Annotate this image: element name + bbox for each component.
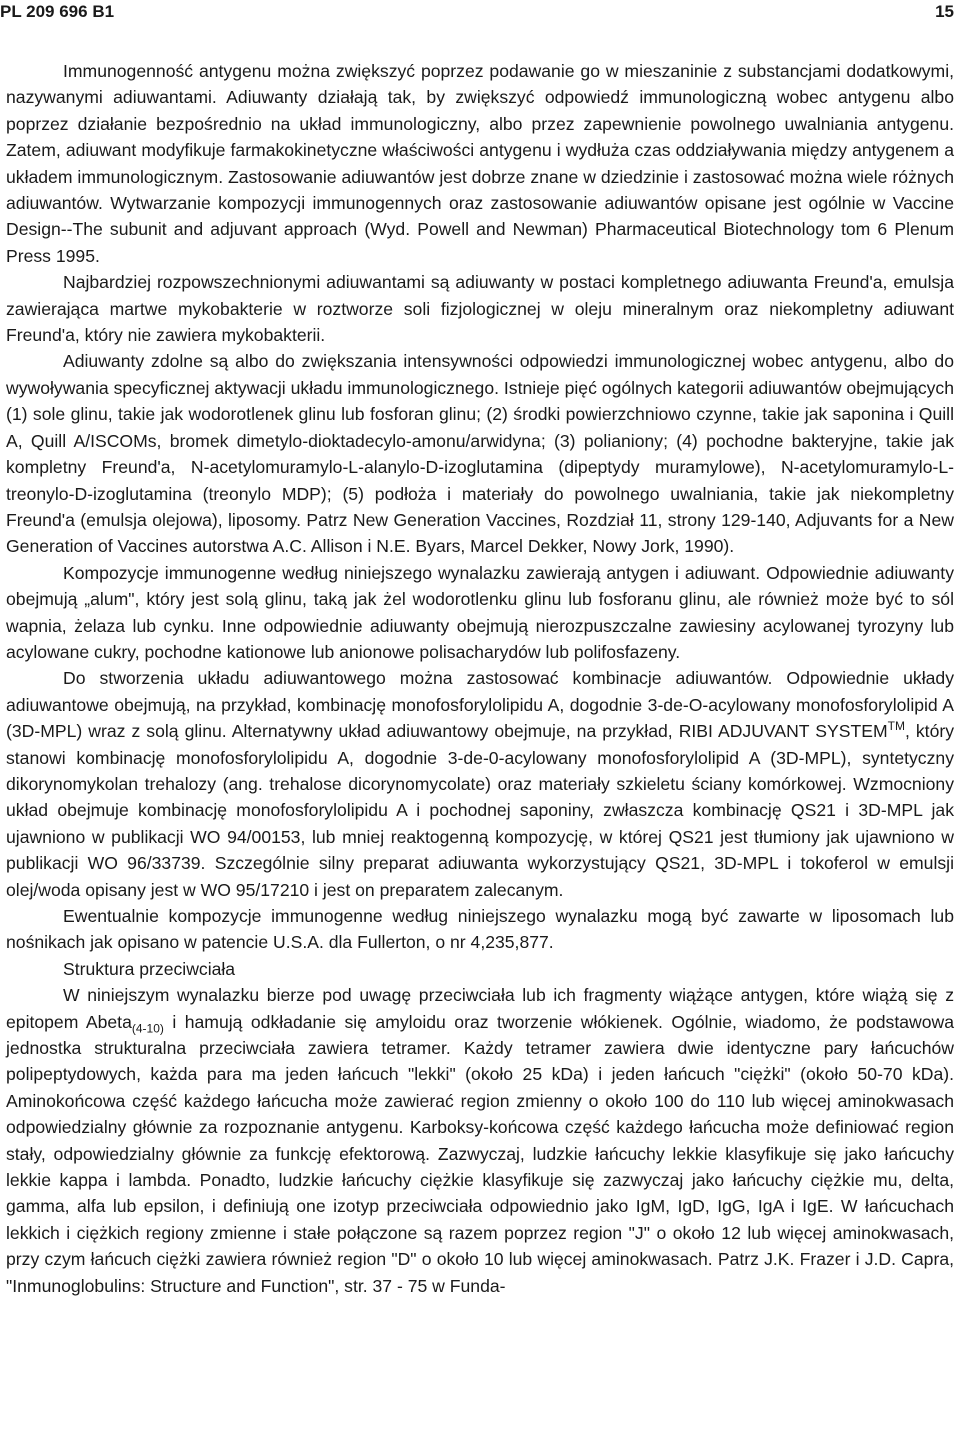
paragraph-antibody-structure <box>6 982 954 1299</box>
paragraph-freund-adjuvants: Najbardziej rozpowszechnionymi adiuwantami są adiuwanty w postaci kompletnego adiuwanta Freund'a, emulsja zawierająca martwe mykobakterie w roztworze soli fizjologicznej w oleju mineralnym oraz niekompletny adiuwant Freund'a, który nie zawiera mykobakterii. <box>6 272 954 346</box>
paragraph-text: i hamują odkładanie się amyloidu oraz tworzenie włókienek. Ogólnie, wiadomo, że podstawowa jednostka strukturalna przeciwciała zawiera tetramer. Każdy tetramer zawiera dwie identyczne pary łańcuchów polipeptydowych, każda para ma jeden łańcuch "lekki" (około 25 kDa) i jeden łańcuch "ciężki" (około 50-70 kDa). Aminokońcowa część każdego łańcucha może zawierać region zmienny o około 100 do 110 lub więcej aminokwasach odpowiedzialny głównie za rozpoznanie antygenu. Karboksy-końcowa część każdego łańcucha może definiować region stały, odpowiedzialny głównie za funkcję efektorową. Zazwyczaj, ludzkie łańcuchy lekkie klasyfikuje się jako łańcuchy lekkie kappa i lambda. Ponadto, ludzkie łańcuchy ciężkie klasyfikuje się zazwyczaj jako łańcuchy ciężkie mu, delta, gamma, alfa lub epsilon, i definiują one izotyp przeciwciała odpowiednio jako IgM, IgD, IgG, IgA i IgE. W łańcuchach lekkich i ciężkich regiony zmienne i stałe połączone są razem poprzez region "J" o około 12 lub więcej aminokwasach, przy czym łańcuch ciężki zawiera również region "D" o około 10 lub więcej aminokwasach. Patrz J.K. Frazer i J.D. Capra, "Inmunoglobulins: Structure and Function", str. 37 - 75 w Funda- <box>6 1011 954 1296</box>
page-header <box>0 0 960 30</box>
document-body <box>6 58 954 1299</box>
paragraph-adjuvant-combinations <box>6 665 954 903</box>
paragraph-text: , który stanowi kombinację monofosforylolipidu A, dogodnie 3-de-0-acylowany monofosforylolipid A (3D-MPL), syntetyczny dikorynomykolan trehalozy (ang. trehalose dicorynomycolate) oraz materiały szkieletu ściany komórkowej. Wzmocniony układ obejmuje kombinację monofosforylolipidu A i pochodnej saponiny, zwłaszcza kombinację QS21 i 3D-MPL jak ujawniono w publikacji WO 94/00153, lub mniej reaktogenną kompozycję, w której QS21 jest tłumiony jak ujawniono w publikacji WO 96/33739. Szczególnie silny preparat adiuwanta wykorzystujący QS21, 3D-MPL i tokoferol w emulsji olej/woda opisany jest w WO 95/17210 i jest on preparatem zalecanym. <box>6 721 955 900</box>
paragraph-suitable-adjuvants: Kompozycje immunogenne według niniejszego wynalazku zawierają antygen i adiuwant. Odpowiednie adiuwanty obejmują „alum", który jest solą glinu, taką jak żel wodorotlenku glinu lub fosforanu glinu, ale również może być to sól wapnia, żelaza lub cynku. Inne odpowiednie adiuwanty obejmują nierozpuszczalne zawiesiny acylowanej tyrozyny lub acylowane cukry, pochodne kationowe lub anionowe polisacharydów lub polifosfazeny. <box>6 562 954 662</box>
page-number: 15 <box>935 2 954 21</box>
patent-number: PL 209 696 B1 <box>0 2 115 21</box>
paragraph-text: W niniejszym wynalazku bierze pod uwagę przeciwciała lub ich fragmenty wiążące antygen, które wiążą się z epitopem Abeta <box>6 985 954 1032</box>
paragraph-liposomes: Ewentualnie kompozycje immunogenne według niniejszego wynalazku mogą być zawarte w liposomach lub nośnikach jak opisano w patencie U.S.A. dla Fullerton, o nr 4,235,877. <box>6 906 954 953</box>
trademark-superscript: TM <box>887 719 905 734</box>
section-heading: Struktura przeciwciała <box>63 958 236 979</box>
epitope-subscript: (4-10) <box>131 1021 164 1036</box>
paragraph-adjuvant-categories: Adiuwanty zdolne są albo do zwiększania intensywności odpowiedzi immunologicznej wobec antygenu, albo do wywoływania specyficznej aktywacji układu immunologicznego. Istnieje pięć ogólnych kategorii adiuwantów obejmujących (1) sole glinu, takie jak wodorotlenek glinu lub fosforan glinu; (2) środki powierzchniowo czynne, takie jak saponina i Quill A, Quill A/ISCOMs, bromek dimetylo-dioktadecylo-amonu/arwidyna; (3) polianiony; (4) pochodne bakteryjne, takie jak kompletny Freund'a, N-acetylomuramylo-L-alanylo-D-izoglutamina (dipeptydy muramylowe), N-acetylomuramylo-L-treonylo-D-izoglutamina (treonylo MDP); (5) podłoża i materiały do powolnego uwalniania, takie jak niekompletny Freund'a (emulsja olejowa), liposomy. Patrz New Generation Vaccines, Rozdział 11, strony 129-140, Adjuvants for a New Generation of Vaccines autorstwa A.C. Allison i N.E. Byars, Marcel Dekker, Nowy Jork, 1990). <box>6 351 954 557</box>
paragraph-immunogenicity: Immunogenność antygenu można zwiększyć poprzez podawanie go w mieszaninie z substancjami dodatkowymi, nazywanymi adiuwantami. Adiuwanty działają tak, by zwiększyć odpowiedź immunologiczną wobec antygenu albo poprzez działanie bezpośrednio na układ immunologiczny, albo przez zapewnienie powolnego uwalniania antygenu. Zatem, adiuwant modyfikuje farmakokinetyczne właściwości antygenu i wydłuża czas oddziaływania między antygenem a układem immunologicznym. Zastosowanie adiuwantów jest dobrze znane w dziedzinie i zastosować można wiele różnych adiuwantów. Wytwarzanie kompozycji immunogennych oraz zastosowanie adiuwantów opisane jest ogólnie w Vaccine Design--The subunit and adjuvant approach (Wyd. Powell and Newman) Pharmaceutical Biotechnology tom 6 Plenum Press 1995. <box>6 61 954 266</box>
paragraph-text: Do stworzenia układu adiuwantowego można zastosować kombinacje adiuwantów. Odpowiednie układy adiuwantowe obejmują, na przykład, kombinację monofosforylolipidu A, dogodnie 3-de-O-acylowany monofosforylolipid A (3D-MPL) wraz z solą glinu. Alternatywny układ adiuwantowy obejmuje, na przykład, RIBI ADJUVANT SYSTEM <box>6 668 954 742</box>
